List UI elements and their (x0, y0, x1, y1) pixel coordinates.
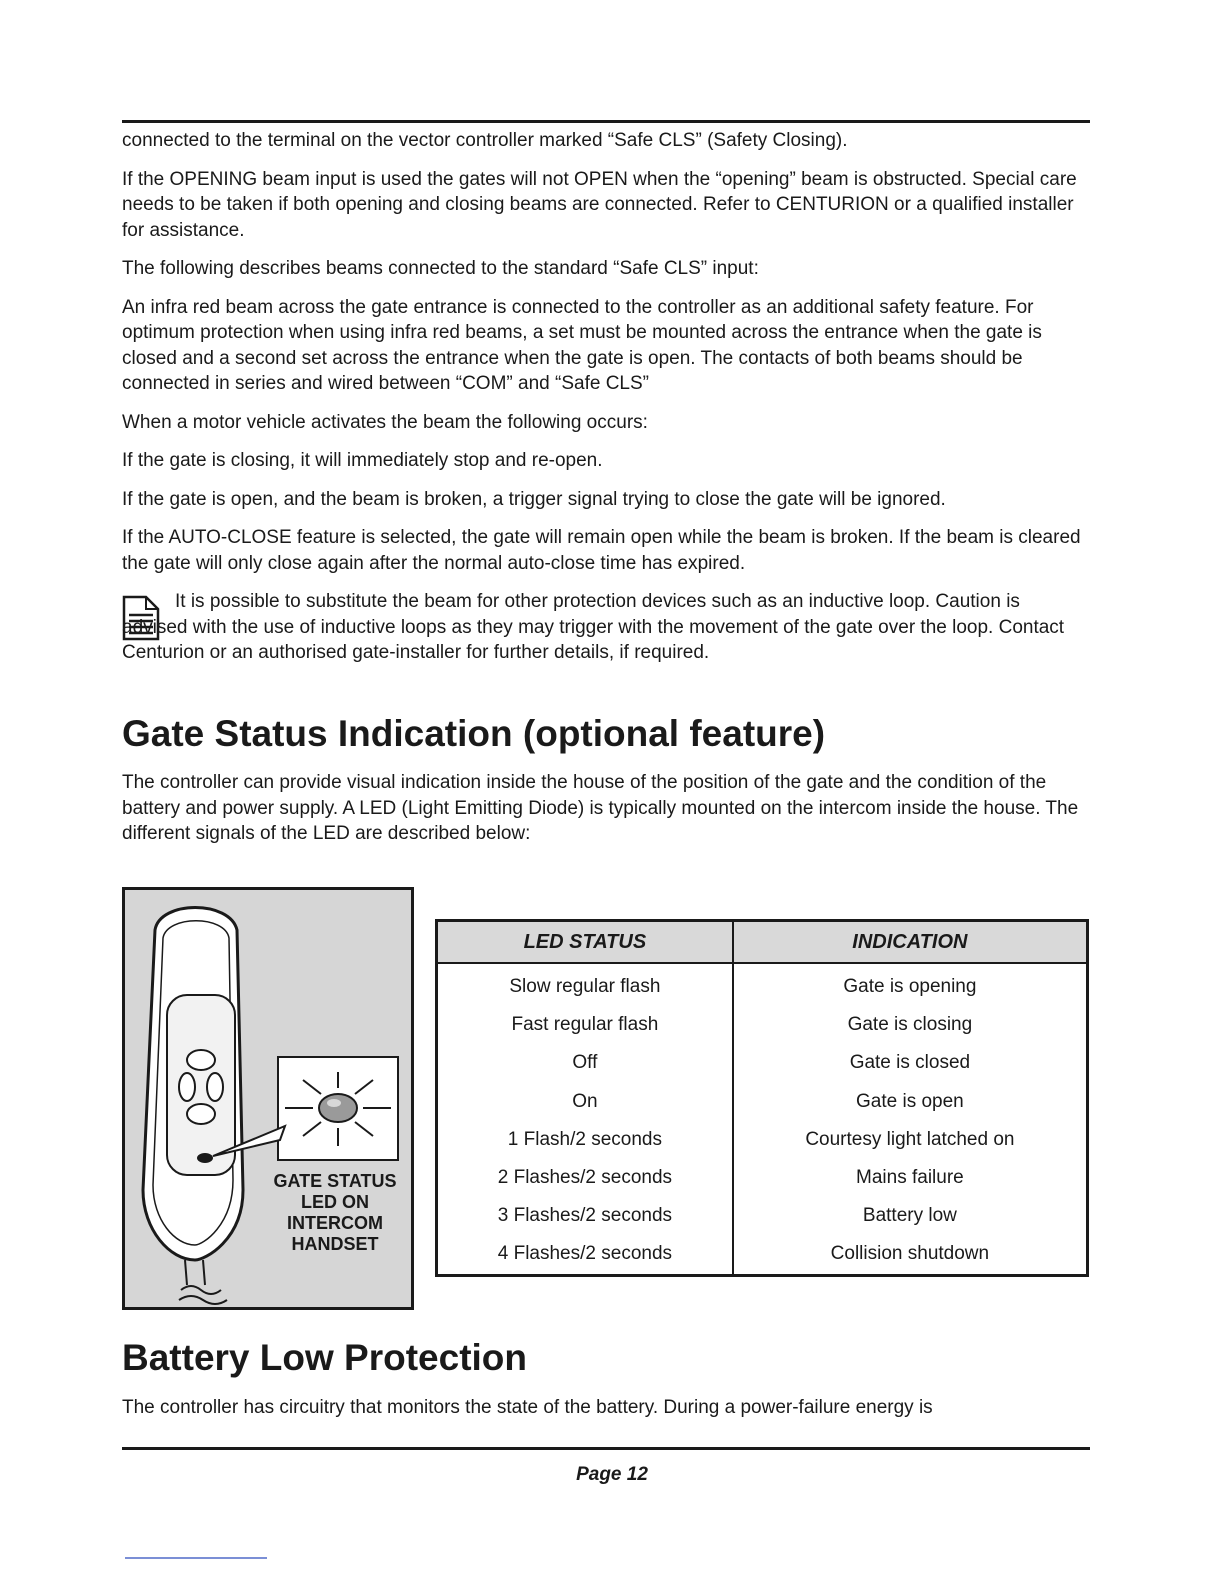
figure-label: GATE STATUS LED ON INTERCOM HANDSET (273, 1171, 397, 1254)
footer-rule (122, 1447, 1090, 1450)
paragraph: The following describes beams connected to the standard “Safe CLS” input: (122, 258, 759, 279)
column-header-led-status: LED STATUS (437, 921, 733, 964)
table-row: Fast regular flash Gate is closing (437, 1006, 1088, 1044)
column-header-indication: INDICATION (733, 921, 1088, 964)
table-row: Slow regular flash Gate is opening (437, 963, 1088, 1006)
paragraph: When a motor vehicle activates the beam the following occurs: (122, 411, 648, 433)
table-header-row (437, 921, 1088, 964)
gate-status-paragraph: The controller can provide visual indication inside the house of the position of the gate and the condition of the battery and power supply. A LED (Light Emitting Diode) is typically mounted on the intercom inside the house. The different signals of the LED are described below: (122, 772, 1079, 844)
paragraph: An infra red beam across the gate entrance is connected to the controller as an additional safety feature. For optimum protection when using infra red beams, a set must be mounted across the entrance when the gate is closed and a second set across the entrance when the gate is open. The contacts of both beams should be connected in series and wired between “COM” and “Safe CLS” (122, 296, 1042, 394)
table-row: Off Gate is closed (437, 1044, 1088, 1082)
battery-paragraph: The controller has circuitry that monitors the state of the battery. During a power-failure energy is (122, 1397, 933, 1418)
decorative-line (125, 1557, 267, 1559)
note-block (122, 589, 1090, 666)
led-status-table (435, 919, 1089, 1277)
body-text (122, 128, 1090, 679)
paragraph: connected to the terminal on the vector controller marked “Safe CLS” (Safety Closing). (122, 130, 848, 151)
note-text: It is possible to substitute the beam for other protection devices such as an inductive loop. Caution is advised with the use of inductive loops as they may trigger with the movement of the gate over the loop. Contact Centurion or an authorised gate-installer for further details, if required. (122, 591, 1065, 663)
header-rule (122, 120, 1090, 123)
paragraph: If the gate is open, and the beam is broken, a trigger signal trying to close the gate will be ignored. (122, 488, 946, 510)
paragraph: If the OPENING beam input is used the gates will not OPEN when the “opening” beam is obstructed. Special care needs to be taken if both opening and closing beams are connected. Refer to CENTURION or a qualified installer for assistance. (122, 168, 1077, 241)
table-row: 2 Flashes/2 seconds Mains failure (437, 1159, 1088, 1197)
intercom-handset-figure (122, 887, 414, 1310)
table-row: 3 Flashes/2 seconds Battery low (437, 1197, 1088, 1235)
table-row: On Gate is open (437, 1083, 1088, 1121)
table-row: 4 Flashes/2 seconds Collision shutdown (437, 1235, 1088, 1275)
section-heading-battery-low: Battery Low Protection (122, 1337, 527, 1378)
page-number: Page 12 (576, 1464, 648, 1485)
note-icon (122, 595, 160, 641)
table-row: 1 Flash/2 seconds Courtesy light latched on (437, 1121, 1088, 1159)
section-heading-gate-status: Gate Status Indication (optional feature) (122, 713, 826, 754)
paragraph: If the gate is closing, it will immediately stop and re-open. (122, 450, 603, 471)
paragraph: If the AUTO-CLOSE feature is selected, the gate will remain open while the beam is broken. If the beam is cleared the gate will only close again after the normal auto-close time has expired. (122, 527, 1081, 574)
